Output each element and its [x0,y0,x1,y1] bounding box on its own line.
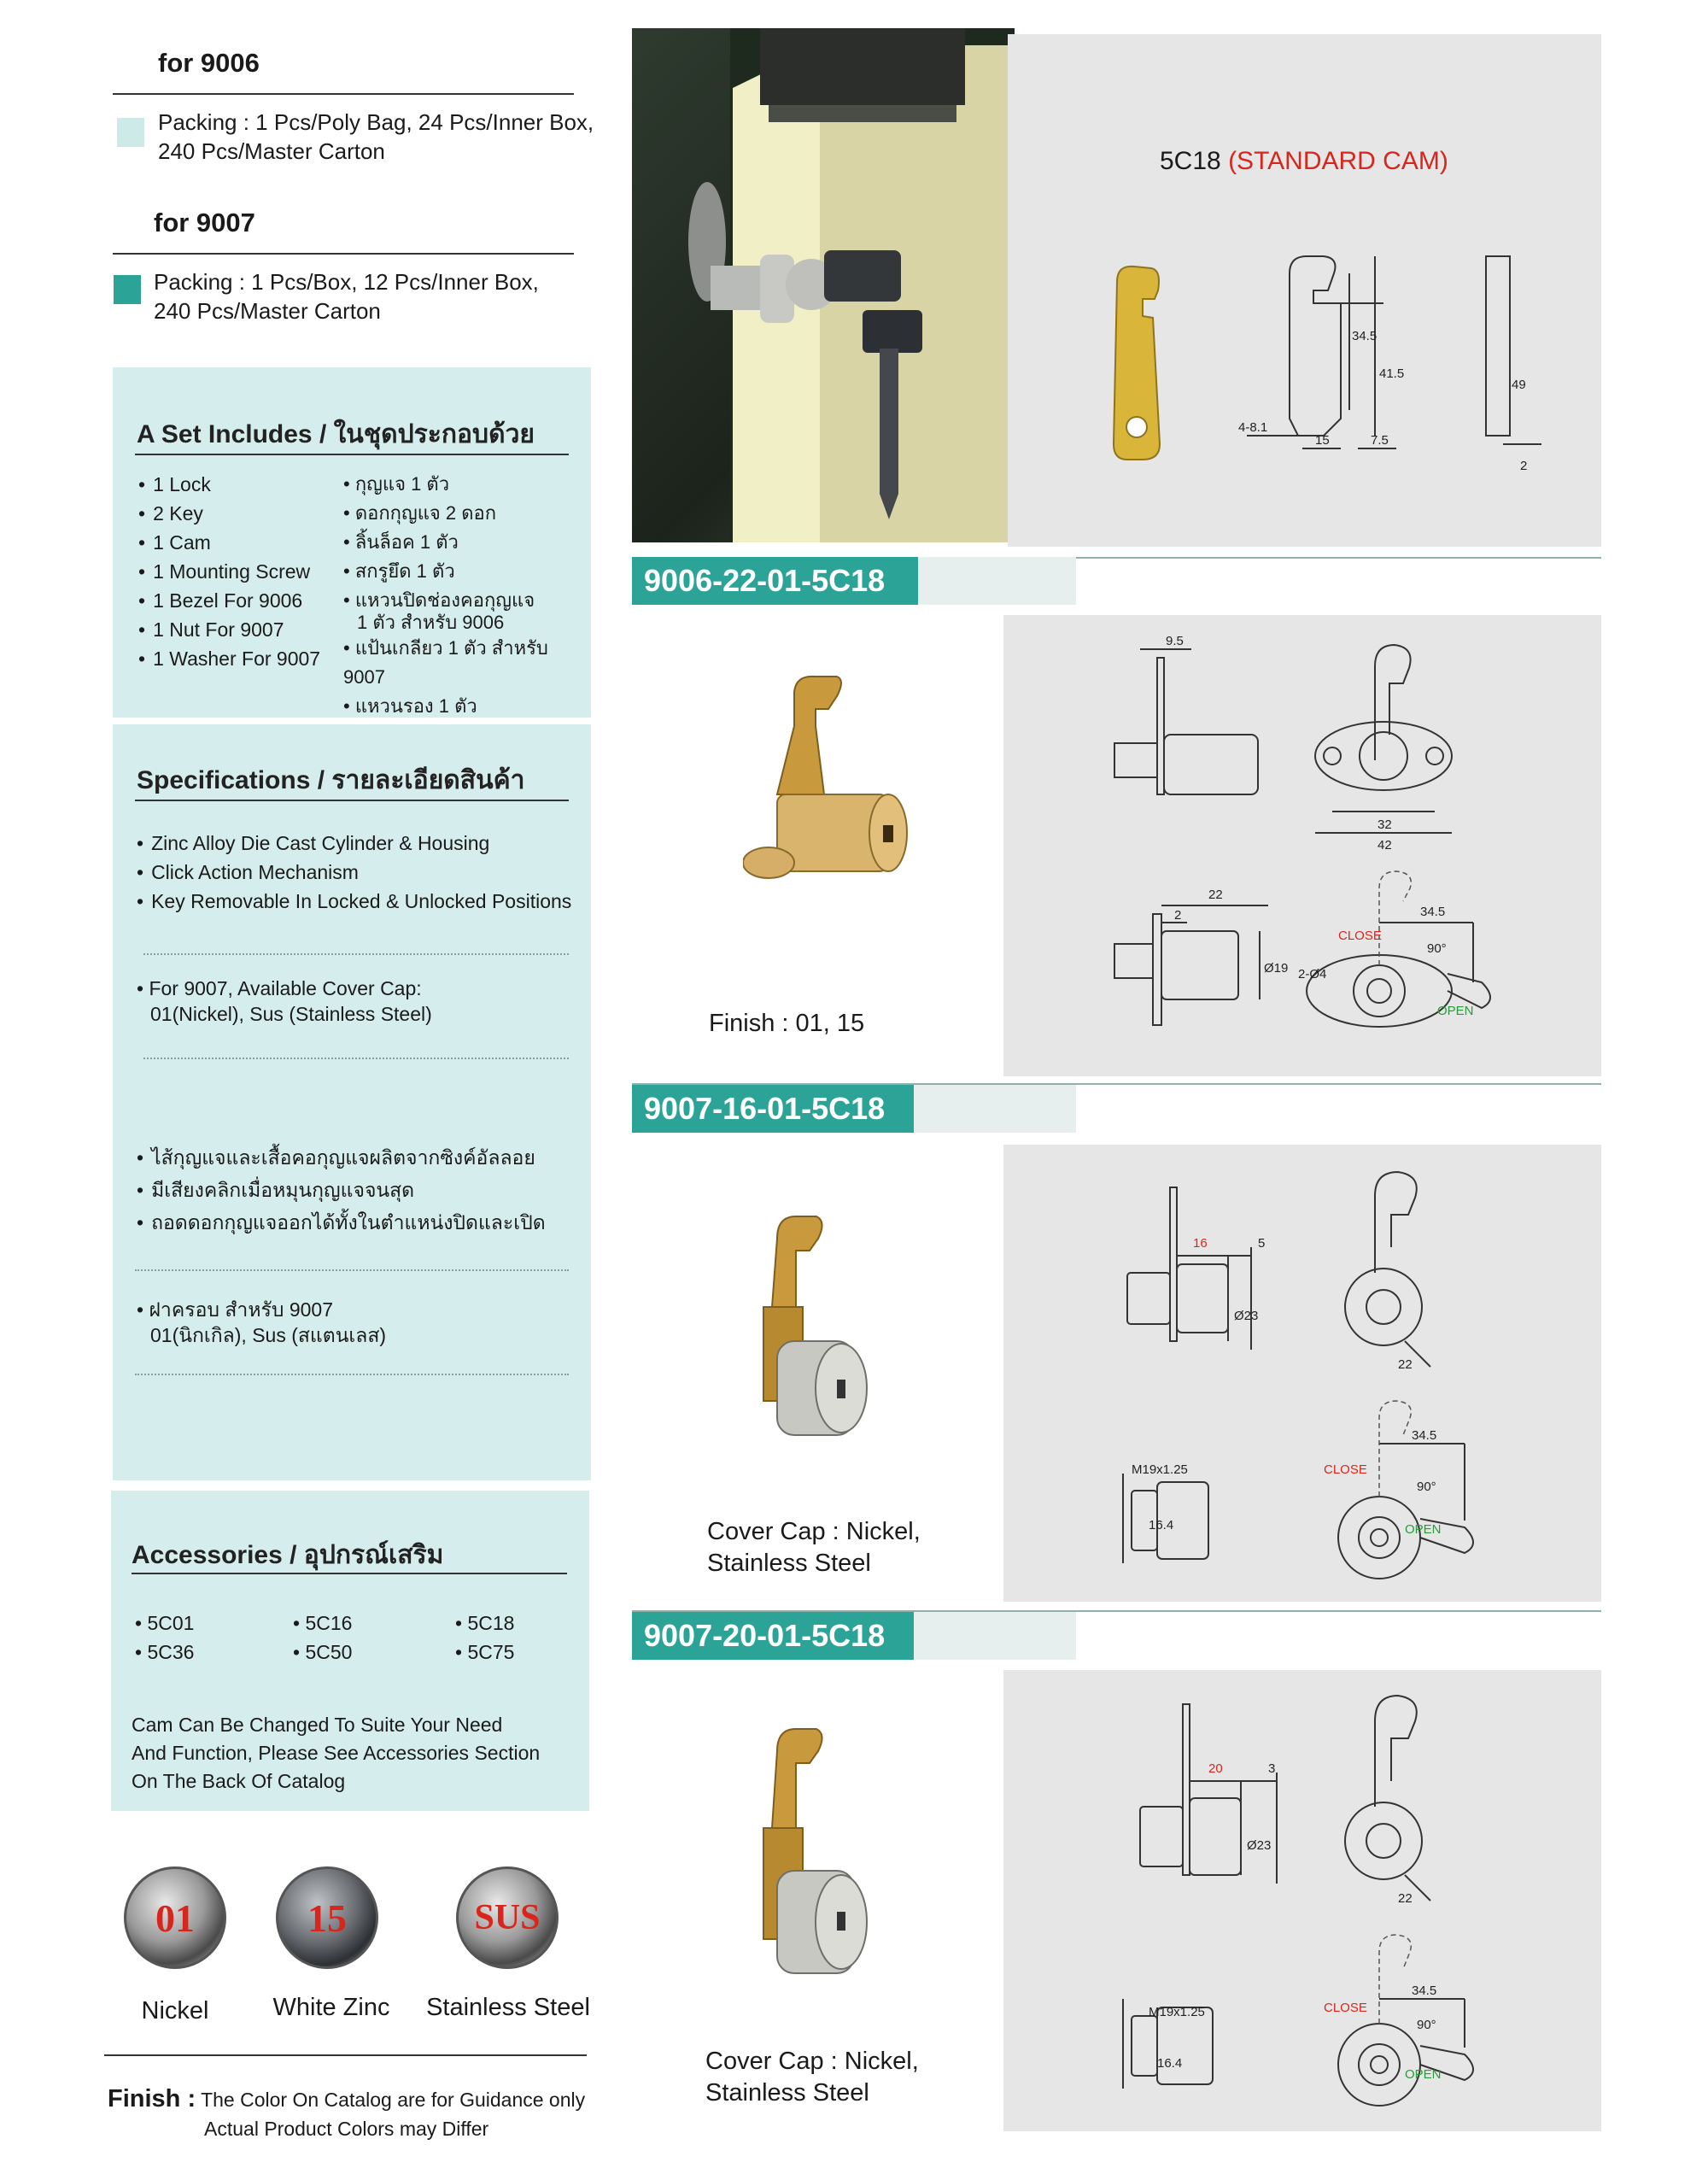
product-code-9007-16-01-5C18: 9007-16-01-5C18 [632,1085,914,1133]
accessory-item: • 5C75 [455,1641,515,1663]
drawing-dim: 5 [1258,1236,1266,1251]
code-bar-tail [914,1085,1076,1133]
drawing-dim: 22 [1398,1891,1413,1906]
code-bar-tail [914,1612,1076,1660]
code-bar-tail [918,557,1076,605]
list-item: • แป้นเกลียว 1 ตัว สำหรับ 9007 [343,637,548,688]
drawing-dim: 34.5 [1420,905,1446,919]
drawing-dim: Ø19 [1264,961,1289,976]
list-item: • มีเสียงคลิกเมื่อหมุนกุญแจจนสุด [137,1174,546,1206]
drawing-dim: M19x1.25 [1149,2005,1205,2019]
drawing-dim: 90° [1417,1480,1436,1494]
specifications-heading: Specifications / รายละเอียดสินค้า [137,766,525,794]
drawing-dim: M19x1.25 [1132,1462,1188,1477]
list-item: • แหวนปิดช่องคอกุญแจ [343,589,535,611]
list-item: • ถอดดอกกุญแจออกได้ทั้งในตำแหน่งปิดและเปิด [137,1206,546,1239]
lock-photo-9006 [743,675,914,897]
list-item: • 2 Key [138,499,320,528]
lock-photo-9007-16 [743,1213,880,1452]
set-includes-heading: A Set Includes / ในชุดประกอบด้วย [137,420,535,448]
close-label: CLOSE [1324,2001,1367,2015]
divider [135,1269,569,1271]
finish-name-white-zinc: White Zinc [272,1994,390,2021]
drawing-dim: 3 [1268,1761,1276,1776]
cover-cap-note: • For 9007, Available Cover Cap: 01(Nickel), Sus (Stainless Steel) [137,977,432,1025]
accessory-item: • 5C36 [135,1641,195,1663]
caption-9007-20: Cover Cap : Nickel, Stainless Steel [705,2048,919,2107]
list-item: • ลิ้นล็อค 1 ตัว [343,531,459,553]
list-item: • Click Action Mechanism [137,858,571,887]
cam-dim: 15 [1315,433,1330,448]
open-label: OPEN [1437,1004,1474,1018]
accessories-note: Cam Can Be Changed To Suite Your Need And Function, Please See Accessories Section On The Back Of Catalog [132,1714,541,1792]
cam-title: 5C18 (STANDARD CAM) [1160,147,1448,175]
list-item: • 1 Mounting Screw [138,557,320,586]
product-code-9007-20-01-5C18: 9007-20-01-5C18 [632,1612,914,1660]
accessories-panel [111,1491,589,1811]
accessory-item: • 5C50 [293,1641,353,1663]
specifications-thai-list [137,1141,546,1239]
drawing-dim: 2-Ø4 [1298,967,1327,982]
packing-title-9006: for 9006 [158,48,260,78]
drawing-dim: 34.5 [1412,1984,1437,1998]
finish-stainless-steel-icon: SUS [456,1866,559,1969]
finish-nickel-icon: 01 [124,1866,226,1969]
accessories-heading: Accessories / อุปกรณ์เสริม [132,1541,444,1569]
cam-panel [1008,34,1601,547]
close-label: CLOSE [1338,929,1382,943]
specifications-english-list [137,829,571,916]
accessory-item: • 5C01 [135,1612,195,1634]
drawing-dim: 9.5 [1166,634,1184,648]
finish-name-nickel: Nickel [141,1997,209,2025]
packing-rule [113,253,574,255]
cabinet-photo [632,28,1015,542]
close-label: CLOSE [1324,1462,1367,1477]
drawing-dim: 32 [1378,817,1392,832]
drawing-dim: 42 [1378,838,1392,853]
packing-text-9006: Packing : 1 Pcs/Poly Bag, 24 Pcs/Inner Box, 240 Pcs/Master Carton [158,109,594,164]
list-item: • ไส้กุญแจและเสื้อคอกุญแจผลิตจากซิงค์อัลลอย [137,1141,546,1174]
finish-note: Finish : The Color On Catalog are for Guidance only Actual Product Colors may Differ [108,2085,586,2140]
drawing-dim: 90° [1417,2018,1436,2032]
list-item: 1 ตัว สำหรับ 9006 [357,612,505,633]
caption-9006: Finish : 01, 15 [709,1010,865,1037]
cabinet-door-illustration [632,28,1015,542]
drawing-dim: 16 [1193,1236,1208,1251]
list-item: • 1 Nut For 9007 [138,615,320,644]
technical-drawing-9007-16 [1003,1145,1601,1602]
divider [143,1058,569,1059]
list-item: • Key Removable In Locked & Unlocked Positions [137,887,571,916]
drawing-dim: 2 [1174,908,1182,923]
thai-cover-cap-note: • ฝาครอบ สำหรับ 9007 01(นิกเกิล), Sus (สแตนเลส) [137,1298,387,1346]
list-item: • 1 Washer For 9007 [138,644,320,673]
finish-white-zinc-icon: 15 [276,1866,378,1969]
finish-rule [104,2054,587,2056]
cam-dim: 2 [1520,459,1528,473]
list-item: • ดอกกุญแจ 2 ดอก [343,502,497,524]
set-includes-rule [135,454,569,455]
caption-9007-16: Cover Cap : Nickel, Stainless Steel [707,1518,921,1577]
drawing-panel-9006 [1003,615,1601,1076]
list-item: • แหวนรอง 1 ตัว [343,695,477,717]
finish-name-stainless-steel: Stainless Steel [426,1994,590,2021]
drawing-dim: 16.4 [1149,1518,1174,1532]
drawing-dim: 16.4 [1157,2056,1183,2071]
cam-photo [1108,265,1168,461]
drawing-panel-9007-20 [1003,1670,1601,2131]
cam-dim: 49 [1512,378,1526,392]
cam-dim: 41.5 [1379,366,1405,381]
accessories-rule [132,1573,567,1574]
accessory-item: • 5C16 [293,1612,353,1634]
set-includes-english-list [138,470,320,673]
specifications-rule [135,800,569,801]
drawing-dim: 34.5 [1412,1428,1437,1443]
list-item: • 1 Cam [138,528,320,557]
set-includes-thai-list [343,470,591,721]
cam-technical-drawing [1204,239,1563,487]
drawing-panel-9007-16 [1003,1145,1601,1602]
drawing-dim: 90° [1427,941,1447,956]
set-includes-panel [113,367,591,718]
drawing-dim: 20 [1208,1761,1223,1776]
accessory-item: • 5C18 [455,1612,515,1634]
cam-dim: 7.5 [1371,433,1389,448]
technical-drawing-9007-20 [1003,1670,1601,2131]
open-label: OPEN [1405,2067,1442,2082]
cam-dim: 4-8.1 [1238,420,1268,435]
packing-title-9007: for 9007 [154,208,255,237]
list-item: • กุญแจ 1 ตัว [343,473,450,495]
product-code-9006-22-01-5C18: 9006-22-01-5C18 [632,557,918,605]
list-item: • 1 Bezel For 9006 [138,586,320,615]
drawing-dim: Ø23 [1247,1838,1272,1853]
cam-dim: 34.5 [1352,329,1378,343]
drawing-dim: 22 [1208,888,1223,902]
lock-photo-9007-20 [743,1726,880,1990]
divider [135,1374,569,1375]
open-label: OPEN [1405,1522,1442,1537]
specifications-panel [113,724,591,1480]
technical-drawing-9006 [1003,615,1601,1076]
drawing-dim: Ø23 [1234,1309,1259,1323]
list-item: • Zinc Alloy Die Cast Cylinder & Housing [137,829,571,858]
drawing-dim: 22 [1398,1357,1413,1372]
divider [143,953,569,955]
packing-swatch-9007 [114,275,141,304]
packing-text-9007: Packing : 1 Pcs/Box, 12 Pcs/Inner Box, 240 Pcs/Master Carton [154,269,539,324]
packing-rule [113,93,574,95]
list-item: • สกรูยึด 1 ตัว [343,560,455,582]
packing-swatch-9006 [117,118,144,147]
list-item: • 1 Lock [138,470,320,499]
